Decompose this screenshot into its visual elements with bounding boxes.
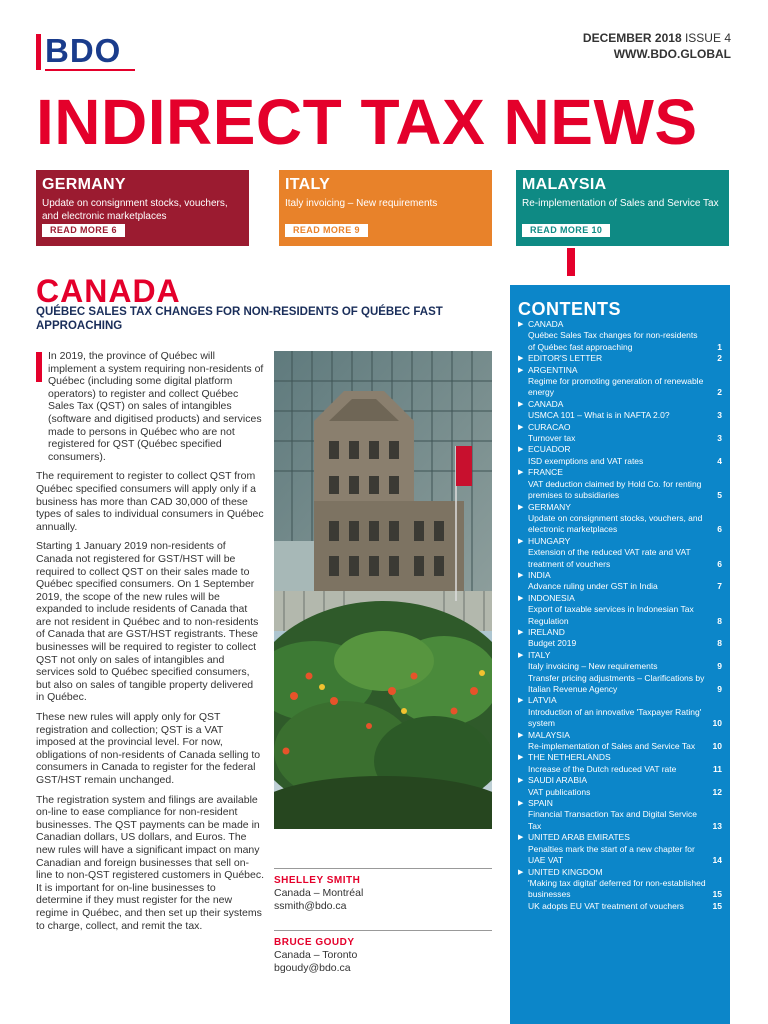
arrow-right-icon: ▶ [518,834,524,842]
contact-card [274,930,492,975]
contents-page-number: 11 [713,763,722,774]
dropcap-accent [36,352,42,382]
contents-item-label: Québec Sales Tax changes for non-residents of Québec fast approaching [528,330,698,352]
contents-country-label: GERMANY [528,501,571,512]
contents-country-label: INDIA [528,569,551,580]
contents-country[interactable] [518,730,722,741]
contents-country-label: ITALY [528,649,551,660]
contents-country[interactable] [518,399,722,410]
arrow-right-icon: ▶ [518,651,524,659]
contents-item[interactable] [518,707,722,730]
contents-item-label: USMCA 101 – What is in NAFTA 2.0? [528,410,670,421]
contents-title: CONTENTS [518,299,621,319]
issue-info [583,30,731,62]
first-paragraph [36,350,264,463]
contents-item-label: Increase of the Dutch reduced VAT rate [528,763,677,774]
contents-item[interactable] [518,581,722,592]
contents-country-label: ECUADOR [528,444,571,455]
contents-country[interactable] [518,650,722,661]
contents-page-number: 6 [717,524,722,535]
contents-country[interactable] [518,593,722,604]
arrow-right-icon: ▶ [518,777,524,785]
contents-page-number: 9 [717,684,722,694]
logo-text: BDO [45,32,122,69]
contents-country-label: INDONESIA [528,592,575,603]
arrow-right-icon: ▶ [518,503,524,511]
bdo-logo[interactable] [36,32,136,72]
contents-item-label: ISD exemptions and VAT rates [528,455,644,466]
contents-item-label: Export of taxable services in Indonesian Tax Regulation [528,604,694,626]
arrow-right-icon: ▶ [518,423,524,431]
contents-item[interactable] [518,410,722,421]
contents-item-label: VAT publications [528,786,591,797]
contents-country-label: LATVIA [528,695,557,706]
contents-item[interactable] [518,661,722,672]
featured-country: ITALY [285,176,331,193]
contents-item-label: Re-implementation of Sales and Service Tax [528,741,696,752]
contents-page-number: 2 [717,353,722,364]
read-more-button[interactable]: READ MORE 9 [285,224,368,237]
featured-desc: Update on consignment stocks, vouchers, and electronic marketplaces [42,198,228,222]
article-paragraph: The registration system and filings are available on-line to ease compliance for non-resident businesses. The QST payments can be made in Canadian dollars, US dollars, and Euros. The new rules will have a significant impact on many Canadian and foreign businesses that sell on-line to non-QST registered customers in Québec. It is important for on-line businesses to determine if they must register for the new regime in Québec, and then set up their systems to charge, collect, and remit the tax. [36,793,265,932]
contents-item[interactable] [518,764,722,775]
contents-country-label: ARGENTINA [528,364,578,375]
website-link[interactable]: WWW.BDO.GLOBAL [613,47,731,61]
contents-country-label: HUNGARY [528,535,571,546]
arrow-right-icon: ▶ [518,731,524,739]
article-body [36,350,264,939]
contents-country[interactable] [518,867,722,878]
article-country: CANADA [36,273,181,309]
arrow-right-icon: ▶ [518,321,524,328]
contact-email[interactable]: ssmith@bdo.ca [274,900,347,912]
contents-item-label: Italy invoicing – New requirements [528,661,658,672]
contents-item-label: Turnover tax [528,433,576,444]
contents-item[interactable] [518,547,722,570]
contents-country-label: CURACAO [528,421,571,432]
contents-country-label: FRANCE [528,467,563,478]
contents-item-label: UK adopts EU VAT treatment of vouchers [528,900,684,911]
contents-page-number: 3 [717,433,722,444]
featured-country: MALAYSIA [522,176,607,193]
contents-page-number: 10 [712,718,722,729]
arrow-right-icon: ▶ [518,571,524,579]
contents-country-label: SPAIN [528,798,553,809]
contents-country-label: CANADA [528,398,564,409]
contents-country-label: THE NETHERLANDS [528,752,611,763]
arrow-right-icon: ▶ [518,355,524,363]
contents-country[interactable] [518,752,722,763]
contents-country[interactable] [518,832,722,843]
contact-email[interactable]: bgoudy@bdo.ca [274,962,351,974]
contents-page-number: 8 [717,638,722,649]
contents-country[interactable] [518,353,722,364]
read-more-button[interactable]: READ MORE 6 [42,224,125,237]
arrow-right-icon: ▶ [518,537,524,545]
contents-page-number: 14 [712,855,722,866]
contents-country[interactable] [518,467,722,478]
contact-name: BRUCE GOUDY [274,937,355,948]
red-accent-mark [567,248,575,276]
contents-item[interactable] [518,878,722,901]
article-paragraph: These new rules will apply only for QST registration and collection; QST is a VAT imposed at the provincial level. For now, obligations of non-residents of Canada selling to consumers in Canada to register for the federal GST/HST remain unchanged. [36,711,261,786]
featured-desc: Re-implementation of Sales and Service Tax [522,198,719,209]
arrow-right-icon: ▶ [518,868,524,876]
contents-item[interactable] [518,513,722,536]
contents-item-label: Regime for promoting generation of renewable energy [528,376,704,398]
contents-item-label: 'Making tax digital' deferred for non-established businesses [528,877,706,900]
contents-country[interactable] [518,627,722,638]
contents-country[interactable] [518,775,722,786]
contents-page-number: 8 [717,615,722,626]
contents-item-label: VAT deduction claimed by Hold Co. for renting premises to subsidiaries [528,478,702,501]
featured-country: GERMANY [42,176,126,193]
issue-date: DECEMBER 2018 [582,31,682,45]
read-more-button[interactable]: READ MORE 10 [522,224,610,237]
contents-country[interactable] [518,365,722,376]
contents-country[interactable] [518,422,722,433]
contents-country-label: SAUDI ARABIA [528,775,588,786]
contents-item[interactable] [518,456,722,467]
contents-country[interactable] [518,319,722,330]
contents-country[interactable] [518,695,722,706]
contents-page-number: 7 [717,581,722,592]
article-paragraph: Starting 1 January 2019 non-residents of Canada not registered for GST/HST will be required to collect QST on their sales made to Québec specified consumers. On 1 September 2019, the scope of the new rules will be expanded to include residents of Canada that are not resident in Québec and to non-residents of Canada that are GST/HST registrants. These businesses will be required to register to collect QST not only on sales of intangibles and services sold to Québec specified consumers, but also on sales of tangible property delivered in Québec. [36,540,259,704]
arrow-right-icon: ▶ [518,469,524,477]
arrow-right-icon: ▶ [518,594,524,602]
contents-page-number: 3 [717,410,722,421]
contents-item[interactable] [518,673,722,696]
contents-country-label: EDITOR'S LETTER [528,353,603,364]
contents-country-label: UNITED KINGDOM [528,866,603,877]
featured-germany[interactable] [36,170,249,246]
contents-item-label: Introduction of an innovative 'Taxpayer Rating' system [528,706,702,729]
contents-item[interactable] [518,638,722,649]
contents-country-label: UNITED ARAB EMIRATES [528,832,630,843]
contents-item[interactable] [518,330,722,353]
contents-sidebar [510,285,730,1024]
contents-item[interactable] [518,479,722,502]
article-subtitle: QUÉBEC SALES TAX CHANGES FOR NON-RESIDENTS OF QUÉBEC FAST APPROACHING [36,306,443,332]
contents-country-label: CANADA [528,319,564,329]
arrow-right-icon: ▶ [518,754,524,762]
arrow-right-icon: ▶ [518,446,524,454]
contact-card [274,868,492,913]
contents-page-number: 6 [717,558,722,569]
arrow-right-icon: ▶ [518,628,524,636]
masthead-title: INDIRECT TAX NEWS [36,86,698,158]
contact-location: Canada – Toronto [274,949,358,961]
arrow-right-icon: ▶ [518,366,524,374]
contents-page-number: 12 [712,786,722,797]
contents-item-label: Budget 2019 [528,638,577,649]
contents-item[interactable] [518,901,722,912]
contents-country[interactable] [518,502,722,513]
article-paragraph: In 2019, the province of Québec will implement a system requiring non-residents of Québec (including some digital platform operators) to register and collect Québec Sales Tax (QST) on sales of intangibles (software and digitised products) and services made to persons in Québec who are not registered for QST (Québec specified consumers). [48,350,264,463]
contents-page-number: 15 [712,900,722,911]
contents-page-number: 9 [717,661,722,672]
arrow-right-icon: ▶ [518,400,524,408]
contents-item-label: Extension of the reduced VAT rate and VAT treatment of vouchers [528,547,691,569]
arrow-right-icon: ▶ [518,697,524,705]
featured-malaysia[interactable] [516,170,729,246]
contents-list [518,319,722,912]
contents-country[interactable] [518,570,722,581]
contents-page-number: 15 [712,889,722,900]
contents-item-label: Transfer pricing adjustments – Clarifications by Italian Revenue Agency [528,672,705,694]
contact-location: Canada – Montréal [274,887,364,899]
featured-desc: Italy invoicing – New requirements [285,198,438,209]
contents-page-number: 10 [712,741,722,752]
contents-page-number: 2 [717,387,722,398]
contents-item[interactable] [518,787,722,798]
contact-name: SHELLEY SMITH [274,875,361,886]
contact-divider [274,930,492,931]
featured-italy[interactable] [279,170,492,246]
contents-country-label: MALAYSIA [528,729,570,740]
contents-item[interactable] [518,433,722,444]
contents-page-number: 4 [717,455,722,466]
contents-page-number: 1 [717,341,722,352]
article-paragraph: The requirement to register to collect QST from Québec specified consumers will apply only if a business has more than CAD 30,000 of these types of sales to individual consumers in Québec annually. [36,470,264,533]
contents-item-label: Advance ruling under GST in India [528,581,658,592]
contents-item[interactable] [518,844,722,867]
contents-page-number: 5 [717,490,722,501]
contents-page-number: 13 [712,820,722,831]
contents-item[interactable] [518,809,722,832]
contents-item[interactable] [518,741,722,752]
contents-item-label: Update on consignment stocks, vouchers, and electronic marketplaces [528,512,703,535]
contents-country[interactable] [518,444,722,455]
contact-divider [274,868,492,869]
logo-red-bar [36,34,41,70]
article-photo [274,351,492,829]
contents-country[interactable] [518,798,722,809]
issue-number: ISSUE 4 [684,31,731,45]
contents-item[interactable] [518,376,722,399]
contents-item[interactable] [518,604,722,627]
arrow-right-icon: ▶ [518,800,524,808]
contents-country-label: IRELAND [528,626,565,637]
contents-country[interactable] [518,536,722,547]
logo-underline [45,69,135,71]
contents-item-label: Financial Transaction Tax and Digital Service Tax [528,809,697,831]
contents-item-label: Penalties mark the start of a new chapter for UAE VAT [528,843,695,866]
